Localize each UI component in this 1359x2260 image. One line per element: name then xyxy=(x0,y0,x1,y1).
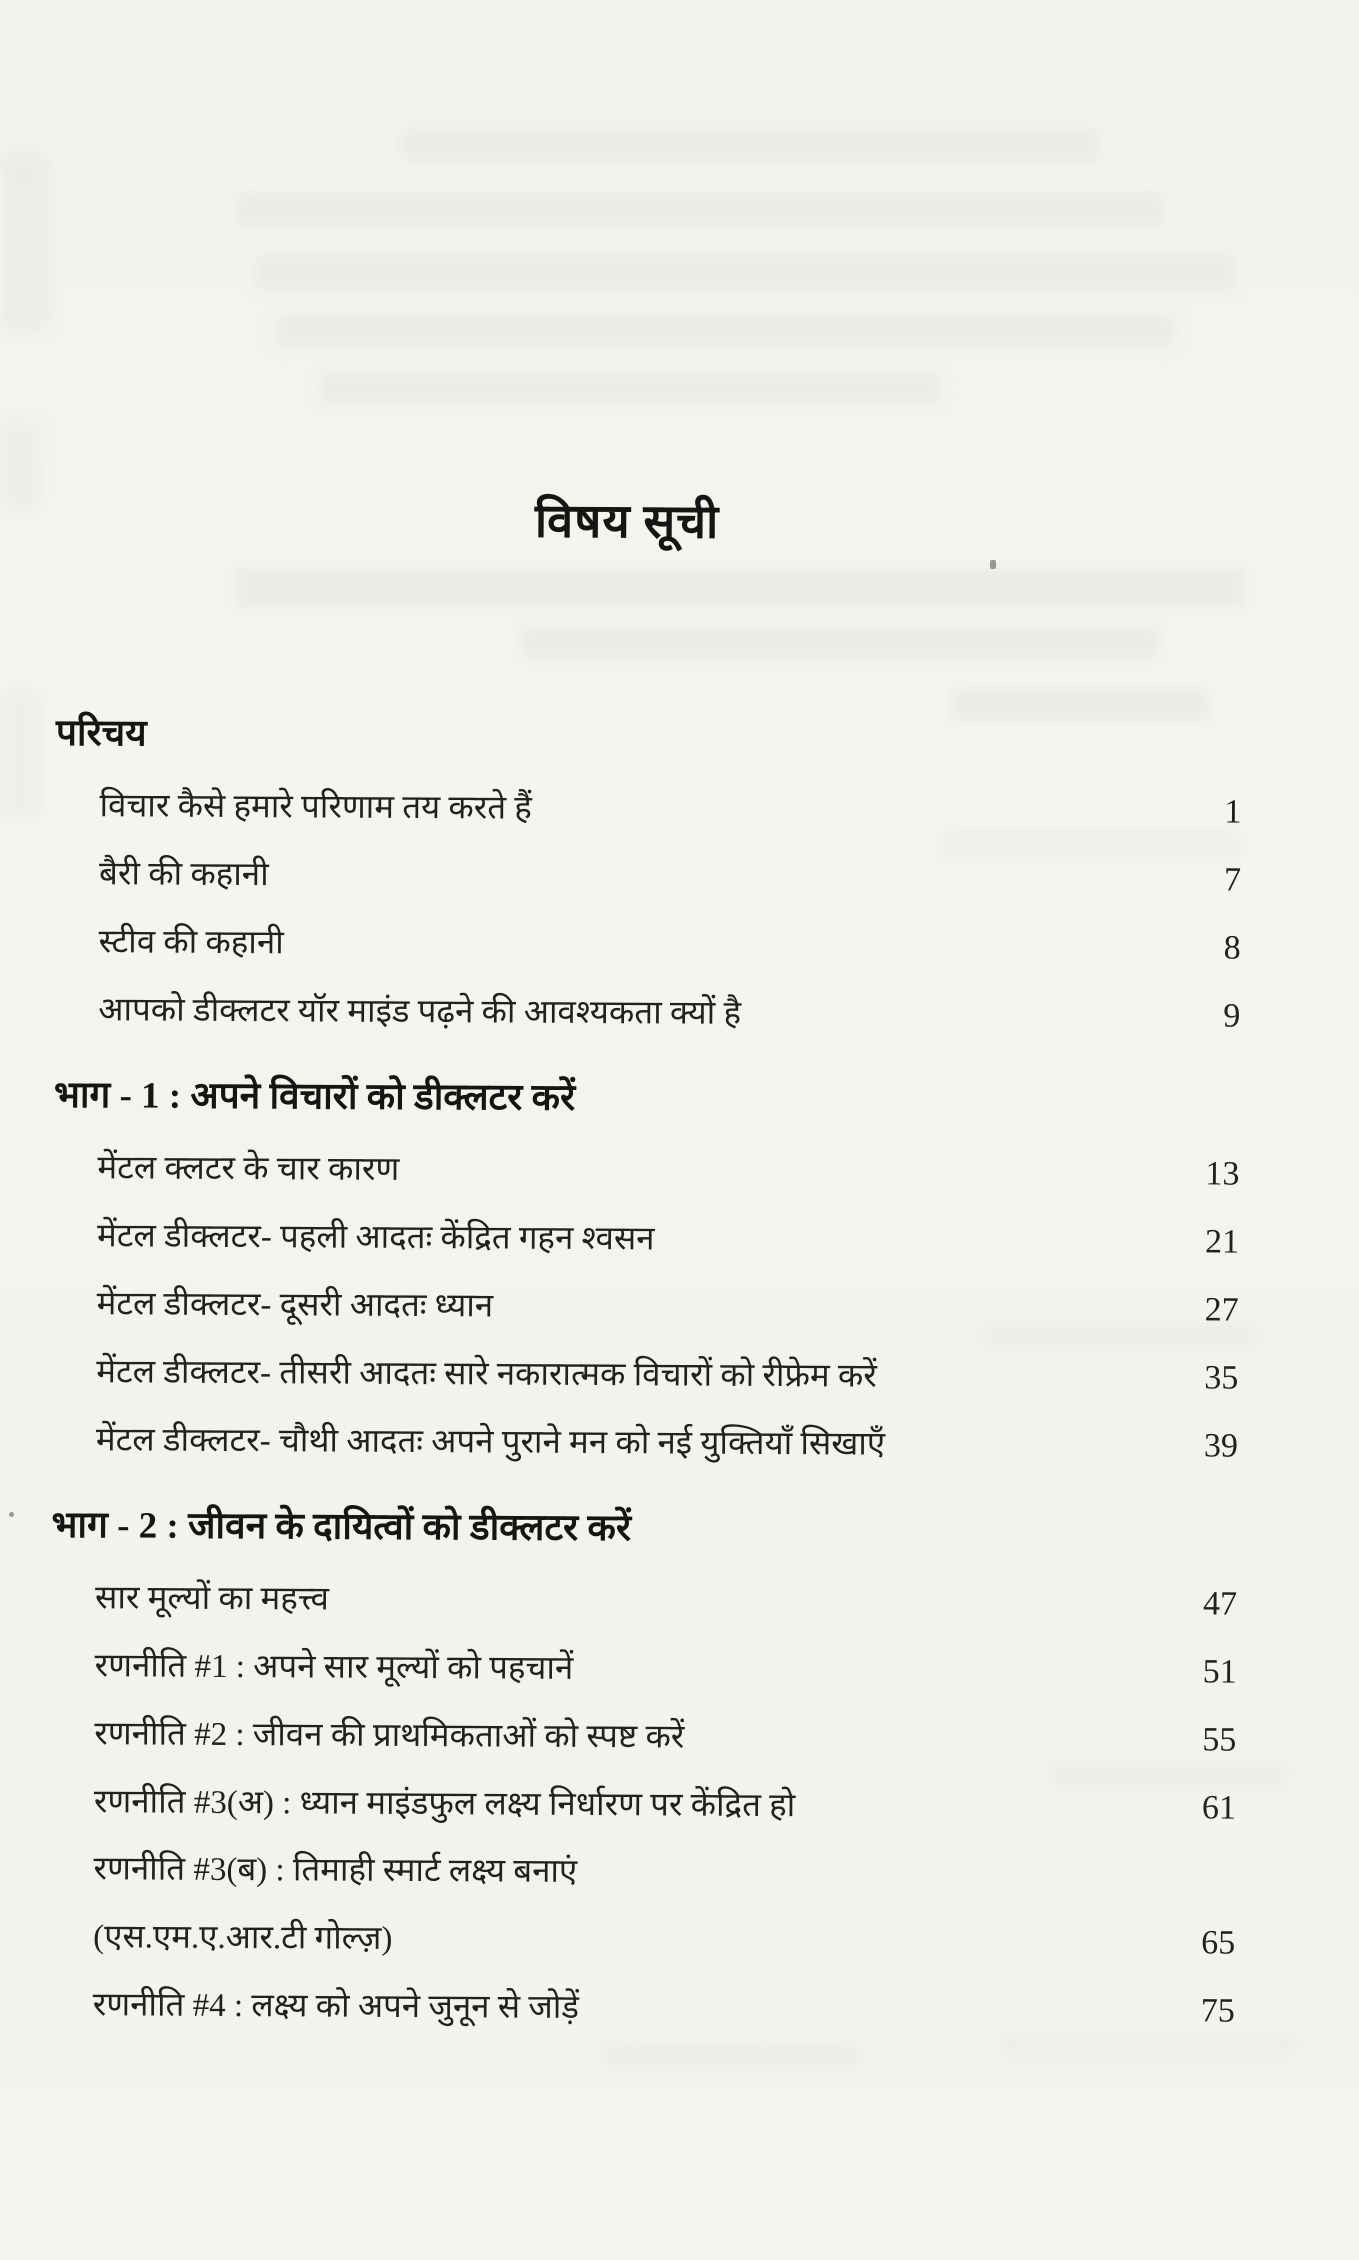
toc-entry-title: रणनीति #3(ब) : तिमाही स्मार्ट लक्ष्य बनाएं xyxy=(93,1851,578,1890)
toc-entry xyxy=(51,1564,1243,1639)
toc-entry-title: रणनीति #2 : जीवन की प्राथमिकताओं को स्पष्ट करें xyxy=(94,1716,685,1756)
toc-entry-title: स्टीव की कहानी xyxy=(98,924,284,962)
toc-entry-title: रणनीति #1 : अपने सार मूल्यों को पहचानें xyxy=(94,1648,574,1687)
toc-entry-page-number: 55 xyxy=(1202,1721,1237,1759)
toc-entry xyxy=(55,772,1247,847)
toc-entry xyxy=(51,1632,1243,1707)
bleedthrough-ghost-text xyxy=(600,2040,860,2068)
toc-entry xyxy=(49,1836,1241,1910)
page-title: विषय सूची xyxy=(534,495,720,549)
toc-entry-page-number: 61 xyxy=(1201,1789,1237,1827)
toc-entry-title: मेंटल डीक्लटर- चौथी आदतः अपने पुराने मन को नई युक्तियाँ सिखाएँ xyxy=(95,1422,886,1463)
toc-entry xyxy=(49,1903,1241,1978)
toc-entry-page-number: 8 xyxy=(1223,929,1241,967)
toc-entry-title: मेंटल क्लटर के चार कारण xyxy=(97,1150,400,1188)
toc-entry xyxy=(55,840,1247,915)
toc-entry xyxy=(53,1202,1245,1277)
toc-entry-title: सार मूल्यों का महत्त्व xyxy=(94,1580,330,1618)
toc-entry xyxy=(50,1768,1242,1843)
toc-entry-page-number: 35 xyxy=(1204,1359,1239,1397)
toc-entry-page-number: 39 xyxy=(1203,1427,1239,1465)
toc-entry-title: (एस.एम.ए.आर.टी गोल्ज़) xyxy=(93,1919,393,1957)
toc-entry-title: मेंटल डीक्लटर- दूसरी आदतः ध्यान xyxy=(96,1286,494,1325)
toc-entry xyxy=(53,1134,1245,1209)
toc-entry-title: आपको डीक्लटर यॉर माइंड पढ़ने की आवश्यकता क्यों है xyxy=(98,992,742,1032)
toc-entry xyxy=(49,1971,1241,2046)
toc-entry-title: मेंटल डीक्लटर- तीसरी आदतः सारे नकारात्मक विचारों को रीफ्रेम करें xyxy=(96,1354,877,1395)
toc-entry-page-number: 65 xyxy=(1201,1924,1236,1962)
toc-entry xyxy=(53,1270,1245,1345)
toc-entry-page-number: 9 xyxy=(1223,997,1241,1035)
toc-entry-title: मेंटल डीक्लटर- पहली आदतः केंद्रित गहन श्वसन xyxy=(96,1218,655,1258)
section-heading-part2: भाग - 2 : जीवन के दायित्वों को डीक्लटर करें xyxy=(51,1504,632,1550)
toc-entry-page-number: 47 xyxy=(1202,1585,1238,1623)
section-heading-part1: भाग - 1 : अपने विचारों को डीक्लटर करें xyxy=(53,1074,576,1119)
bleedthrough-ghost-text xyxy=(0,690,42,820)
toc-entry-title: विचार कैसे हमारे परिणाम तय करते हैं xyxy=(99,788,532,827)
toc-content xyxy=(49,0,1252,2046)
bleedthrough-ghost-text xyxy=(0,150,50,330)
toc-entry-page-number: 13 xyxy=(1205,1155,1240,1193)
toc-entry-page-number: 21 xyxy=(1204,1223,1240,1261)
toc-entry-page-number: 51 xyxy=(1202,1653,1237,1691)
toc-entry-page-number: 1 xyxy=(1224,793,1242,831)
toc-entry-title: रणनीति #3(अ) : ध्यान माइंडफुल लक्ष्य निर्धारण पर केंद्रित हो xyxy=(93,1784,796,1825)
toc-entry-page-number: 27 xyxy=(1204,1291,1239,1329)
toc-entry-page-number xyxy=(1135,1885,1241,1886)
toc-entry-page-number: 7 xyxy=(1223,861,1242,899)
toc-entry xyxy=(54,976,1246,1051)
toc-entry-title: बैरी की कहानी xyxy=(99,856,269,894)
toc-entry-page-number: 75 xyxy=(1200,1992,1235,2030)
toc-entry xyxy=(50,1700,1242,1775)
toc-entry-title: रणनीति #4 : लक्ष्य को अपने जुनून से जोड़ें xyxy=(92,1987,580,2026)
toc-entry xyxy=(52,1406,1244,1481)
dust-speck xyxy=(9,1512,14,1517)
section-heading-intro: परिचय xyxy=(55,712,147,755)
toc-entry xyxy=(52,1338,1244,1413)
toc-entry xyxy=(55,908,1247,983)
bleedthrough-ghost-text xyxy=(0,420,40,510)
